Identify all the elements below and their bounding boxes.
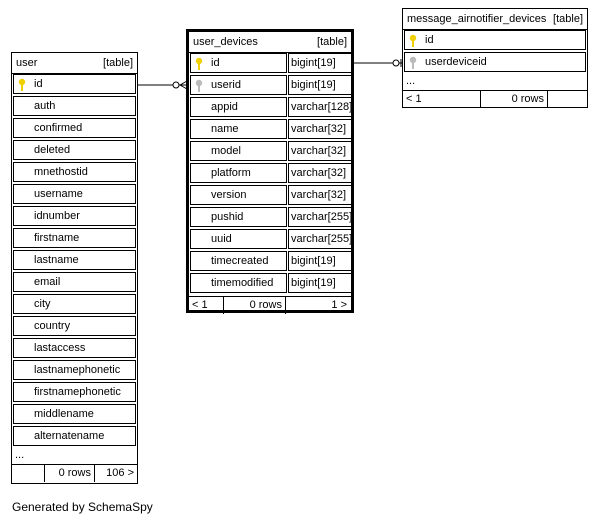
column-row[interactable] — [12, 250, 137, 272]
column-type-cell — [288, 97, 352, 117]
column-name-cell — [190, 251, 287, 271]
column-row[interactable] — [12, 360, 137, 382]
column-name-cell — [190, 75, 287, 95]
table-name: user — [16, 57, 38, 69]
column-name: alternatename — [34, 430, 105, 442]
column-type-cell — [288, 207, 352, 227]
column-row[interactable] — [12, 382, 137, 404]
column-row[interactable] — [189, 207, 351, 229]
column-name: lastaccess — [34, 342, 86, 354]
table-type-label: [table] — [553, 13, 583, 25]
column-type-cell — [288, 273, 352, 293]
column-name-cell — [13, 426, 136, 446]
column-name: username — [34, 188, 83, 200]
column-name-cell — [190, 207, 287, 227]
column-row[interactable] — [189, 251, 351, 273]
column-row[interactable] — [189, 97, 351, 119]
table-footer — [12, 464, 137, 482]
column-row[interactable] — [12, 228, 137, 250]
more-columns-indicator: ... — [406, 75, 416, 87]
column-type-cell — [288, 251, 352, 271]
column-row[interactable] — [12, 74, 137, 96]
column-name: auth — [34, 100, 56, 112]
primary-key-icon — [194, 57, 204, 71]
column-name: city — [34, 298, 51, 310]
column-name: lastname — [34, 254, 79, 266]
column-row[interactable] — [12, 272, 137, 294]
next-link[interactable]: 106 > — [106, 467, 134, 479]
column-name: country — [34, 320, 71, 332]
generated-by-label: Generated by SchemaSpy — [12, 500, 153, 514]
row-count: 0 rows — [511, 93, 544, 105]
column-type: bigint[19] — [291, 277, 336, 289]
column-list — [12, 74, 137, 448]
column-row[interactable] — [12, 426, 137, 448]
table-user-devices[interactable] — [186, 29, 354, 313]
prev-link[interactable]: < 1 — [192, 299, 208, 311]
column-row[interactable] — [189, 185, 351, 207]
row-count: 0 rows — [249, 299, 282, 311]
column-type-cell — [288, 53, 352, 73]
column-name-cell — [13, 228, 136, 248]
airnotifier-optional-marker — [393, 60, 399, 66]
foreign-key-icon — [408, 56, 418, 70]
prev-link[interactable]: < 1 — [406, 93, 422, 105]
column-row[interactable] — [12, 338, 137, 360]
table-header — [12, 53, 137, 74]
column-name: firstname — [34, 232, 80, 244]
column-name: firstnamephonetic — [34, 386, 121, 398]
column-name-cell — [13, 272, 136, 292]
column-name-cell — [13, 250, 136, 270]
column-name-cell — [13, 140, 136, 160]
column-row[interactable] — [189, 75, 351, 97]
column-row[interactable] — [189, 229, 351, 251]
column-name-cell — [13, 294, 136, 314]
column-name-cell — [190, 229, 287, 249]
table-footer — [189, 296, 351, 314]
column-type: varchar[32] — [291, 145, 347, 157]
table-message-airnotifier-devices[interactable] — [402, 8, 588, 108]
column-name: version — [211, 189, 247, 201]
column-name-cell — [13, 404, 136, 424]
column-row[interactable] — [12, 316, 137, 338]
column-name-cell — [13, 162, 136, 182]
column-name: id — [34, 78, 43, 90]
column-row[interactable] — [189, 119, 351, 141]
table-name: user_devices — [193, 36, 258, 48]
column-name-cell — [190, 119, 287, 139]
column-name: middlename — [34, 408, 94, 420]
table-footer — [403, 90, 587, 108]
column-type: varchar[255] — [291, 233, 353, 245]
column-row[interactable] — [12, 404, 137, 426]
column-row[interactable] — [12, 118, 137, 140]
table-type-label: [table] — [317, 36, 347, 48]
column-row[interactable] — [12, 140, 137, 162]
column-name: email — [34, 276, 61, 288]
next-link[interactable]: 1 > — [331, 299, 347, 311]
column-type: varchar[255] — [291, 211, 353, 223]
column-type-cell — [288, 119, 352, 139]
table-header — [403, 9, 587, 30]
column-name-cell — [13, 206, 136, 226]
column-name-cell — [13, 118, 136, 138]
primary-key-icon — [17, 78, 27, 92]
row-count: 0 rows — [58, 467, 91, 479]
table-user[interactable] — [11, 52, 138, 484]
column-name: idnumber — [34, 210, 80, 222]
column-type-cell — [288, 75, 352, 95]
column-row[interactable] — [12, 206, 137, 228]
column-name-cell — [404, 52, 586, 72]
column-list — [403, 30, 587, 74]
column-row[interactable] — [189, 163, 351, 185]
column-type: bigint[19] — [291, 57, 336, 69]
table-type-label: [table] — [103, 57, 133, 69]
column-type: varchar[32] — [291, 189, 347, 201]
table-header — [189, 32, 351, 53]
column-type: varchar[128] — [291, 101, 353, 113]
column-name: timecreated — [211, 255, 269, 267]
column-list — [189, 53, 351, 295]
column-row[interactable] — [12, 294, 137, 316]
column-name: mnethostid — [34, 166, 88, 178]
column-name: model — [211, 145, 241, 157]
foreign-key-icon — [194, 79, 204, 93]
column-name-cell — [13, 338, 136, 358]
column-row[interactable] — [403, 52, 587, 74]
column-row[interactable] — [12, 162, 137, 184]
column-name-cell — [190, 185, 287, 205]
column-name-cell — [13, 184, 136, 204]
column-row[interactable] — [189, 53, 351, 75]
primary-key-icon — [408, 34, 418, 48]
user-devices-optional-marker — [173, 82, 179, 88]
table-name: message_airnotifier_devices — [407, 13, 547, 25]
column-name-cell — [13, 360, 136, 380]
column-name: deleted — [34, 144, 71, 156]
column-type: varchar[32] — [291, 167, 347, 179]
column-name: userid — [211, 79, 241, 91]
column-name: lastnamephonetic — [34, 364, 121, 376]
column-name-cell — [190, 97, 287, 117]
column-name: id — [211, 57, 220, 69]
column-name-cell — [190, 141, 287, 161]
column-name-cell — [13, 96, 136, 116]
column-name: id — [425, 34, 434, 46]
column-name: pushid — [211, 211, 244, 223]
column-type: bigint[19] — [291, 79, 336, 91]
column-name-cell — [190, 53, 287, 73]
column-name-cell — [13, 316, 136, 336]
column-name-cell — [13, 74, 136, 94]
column-type: bigint[19] — [291, 255, 336, 267]
column-row[interactable] — [12, 96, 137, 118]
column-name: platform — [211, 167, 251, 179]
column-type: varchar[32] — [291, 123, 347, 135]
column-name-cell — [13, 382, 136, 402]
column-type-cell — [288, 185, 352, 205]
column-name: userdeviceid — [425, 56, 487, 68]
column-name: appid — [211, 101, 238, 113]
column-name-cell — [190, 163, 287, 183]
column-name: name — [211, 123, 239, 135]
column-row[interactable] — [189, 273, 351, 295]
column-type-cell — [288, 163, 352, 183]
column-name-cell — [190, 273, 287, 293]
column-name: confirmed — [34, 122, 83, 134]
column-row[interactable] — [403, 30, 587, 52]
column-name: uuid — [211, 233, 232, 245]
column-type-cell — [288, 141, 352, 161]
column-name-cell — [404, 30, 586, 50]
column-row[interactable] — [12, 184, 137, 206]
more-columns-indicator: ... — [15, 449, 25, 461]
column-row[interactable] — [189, 141, 351, 163]
column-type-cell — [288, 229, 352, 249]
column-name: timemodified — [211, 277, 274, 289]
